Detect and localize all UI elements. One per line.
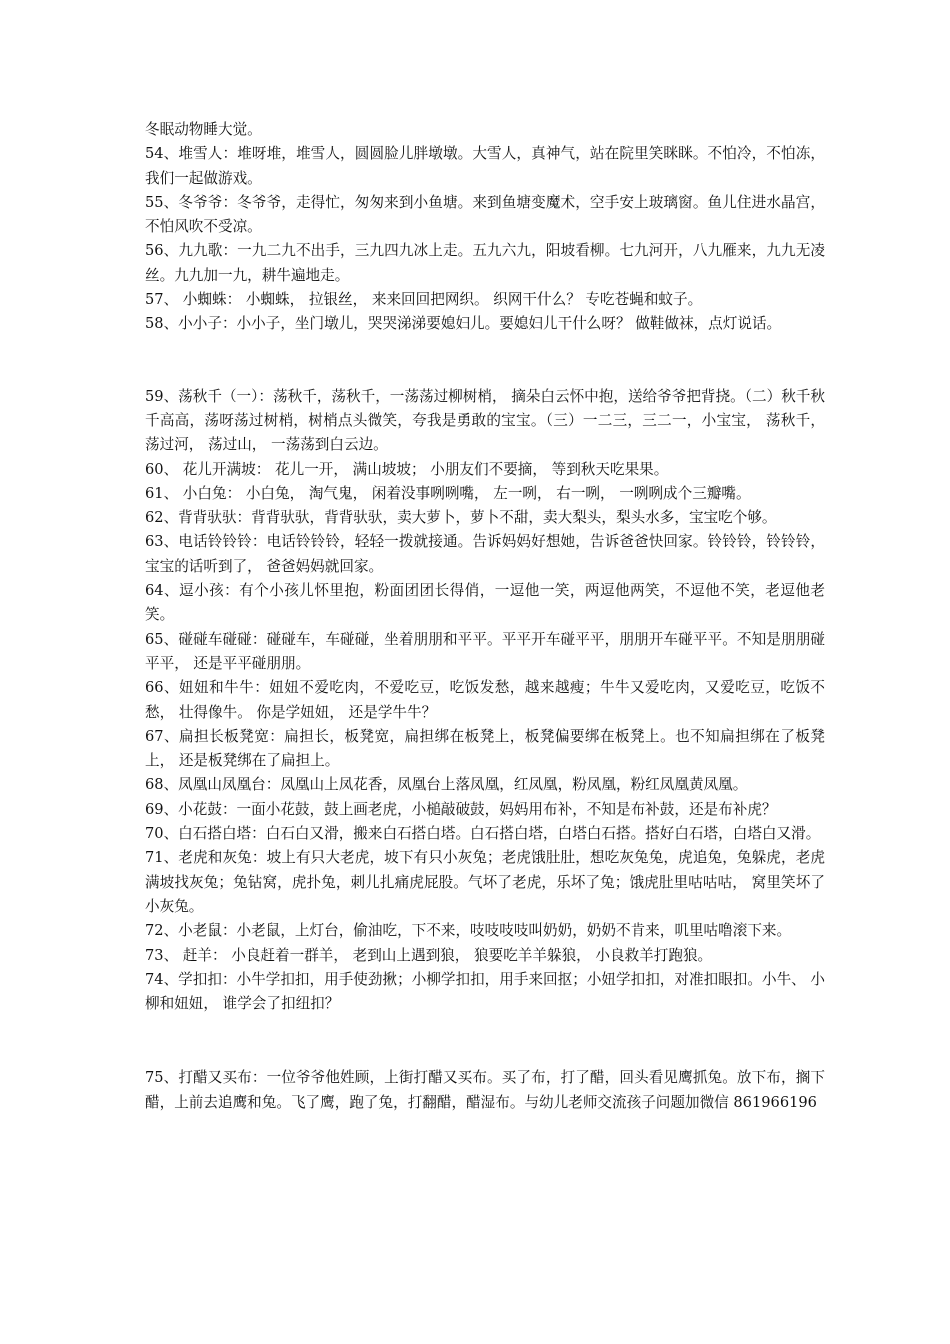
rhyme-55: 55、冬爷爷：冬爷爷，走得忙，匆匆来到小鱼塘。来到鱼塘变魔术，空手安上玻璃窗。鱼儿住进水晶宫，不怕风吹不受凉。 (145, 193, 825, 236)
rhyme-70: 70、白石搭白塔：白石白又滑，搬来白石搭白塔。白石搭白塔，白塔白石搭。搭好白石塔，白塔白又滑。 (145, 825, 821, 843)
rhyme-66: 66、妞妞和牛牛：妞妞不爱吃肉，不爱吃豆，吃饭发愁，越来越瘦；牛牛又爱吃肉，又爱吃豆，吃饭不愁， 壮得像牛。 你是学妞妞， 还是学牛牛？ (145, 679, 825, 721)
rhyme-60: 60、 花儿开满坡： 花儿一开， 满山坡坡； 小朋友们不要摘， 等到秋天吃果果。 (145, 460, 669, 478)
rhyme-62: 62、背背驮驮：背背驮驮，背背驮驮，卖大萝卜，萝卜不甜，卖大梨头，梨头水多，宝宝吃个够。 (145, 509, 777, 527)
rhyme-57: 57、 小蜘蛛： 小蜘蛛， 拉银丝， 来来回回把网织。 织网干什么？ 专吃苍蝇和蚊子。 (145, 291, 703, 309)
rhyme-71: 71、老虎和灰兔：坡上有只大老虎，坡下有只小灰兔；老虎饿肚肚，想吃灰兔兔，虎追兔，兔躲虎，老虎满坡找灰兔；兔钻窝，虎扑兔，刺儿扎痛虎屁股。气坏了老虎，乐坏了兔；饿虎肚里咕咕咕， 窝里笑坏了小灰兔。 (145, 849, 825, 915)
rhyme-56: 56、九九歌：一九二九不出手，三九四九冰上走。五九六九，阳坡看柳。七九河开，八九雁来，九九无凌丝。九九加一九，耕牛遍地走。 (145, 242, 825, 284)
rhyme-64: 64、逗小孩：有个小孩儿怀里抱，粉面团团长得俏，一逗他一笑，两逗他两笑，不逗他不笑，老逗他老笑。 (145, 582, 825, 624)
paragraph: 冬眠动物睡大觉。 (145, 121, 262, 138)
document-page (145, 118, 825, 1115)
rhyme-75: 75、打醋又买布：一位爷爷他姓顾，上街打醋又买布。买了布，打了醋，回头看见鹰抓兔。放下布，搁下醋，上前去追鹰和兔。飞了鹰，跑了兔，打翻醋，醋湿布。与幼儿老师交流孩子问题加微信 861966196 (145, 1069, 825, 1111)
rhyme-69: 69、小花鼓：一面小花鼓，鼓上画老虎，小槌敲破鼓，妈妈用布补，不知是布补鼓，还是布补虎？ (145, 800, 777, 818)
rhyme-68: 68、凤凰山凤凰台：凤凰山上凤花香，凤凰台上落凤凰，红凤凰，粉凤凰，粉红凤凰黄凤凰。 (145, 776, 748, 794)
section-1 (145, 118, 825, 337)
rhyme-61: 61、 小白兔： 小白兔， 淘气鬼， 闲着没事咧咧嘴， 左一咧， 右一咧， 一咧咧成个三瓣嘴。 (145, 484, 751, 502)
rhyme-74: 74、学扣扣：小牛学扣扣，用手使劲揪；小柳学扣扣，用手来回抠；小妞学扣扣，对准扣眼扣。小牛、 小柳和妞妞， 谁学会了扣纽扣？ (145, 970, 825, 1013)
blank-space (145, 337, 825, 385)
section-3 (145, 1066, 825, 1115)
rhyme-63: 63、电话铃铃铃：电话铃铃铃，轻轻一拨就接通。告诉妈妈好想她，告诉爸爸快回家。铃铃铃，铃铃铃， 宝宝的话听到了， 爸爸妈妈就回家。 (145, 533, 825, 575)
rhyme-59: 59、荡秋千（一）：荡秋千，荡秋千，一荡荡过柳树梢， 摘朵白云怀中抱，送给爷爷把背挠。（二）秋千秋千高高，荡呀荡过树梢，树梢点头微笑，夸我是勇敢的宝宝。（三）一二三，三二一，小宝宝， 荡秋千， 荡过河， 荡过山， 一荡荡到白云边。 (145, 387, 825, 454)
rhyme-72: 72、小老鼠：小老鼠，上灯台，偷油吃，下不来，吱吱吱吱叫奶奶，奶奶不肯来，叽里咕噜滚下来。 (145, 922, 792, 940)
rhyme-73: 73、 赶羊： 小良赶着一群羊， 老到山上遇到狼， 狼要吃羊羊躲狼， 小良救羊打跑狼。 (145, 946, 713, 964)
section-2 (145, 385, 825, 1017)
rhyme-54: 54、堆雪人：堆呀堆，堆雪人，圆圆脸儿胖墩墩。大雪人，真神气，站在院里笑眯眯。不怕冷，不怕冻，我们一起做游戏。 (145, 145, 825, 187)
blank-space (145, 1016, 825, 1066)
rhyme-67: 67、扁担长板凳宽：扁担长，板凳宽，扁担绑在板凳上，板凳偏要绑在板凳上。也不知扁担绑在了板凳上， 还是板凳绑在了扁担上。 (145, 727, 825, 770)
rhyme-65: 65、碰碰车碰碰：碰碰车，车碰碰，坐着朋朋和平平。平平开车碰平平，朋朋开车碰平平。不知是朋朋碰平平， 还是平平碰朋朋。 (145, 630, 825, 672)
rhyme-58: 58、小小子：小小子，坐门墩儿，哭哭涕涕要媳妇儿。要媳妇儿干什么呀？ 做鞋做袜，点灯说话。 (145, 315, 782, 333)
